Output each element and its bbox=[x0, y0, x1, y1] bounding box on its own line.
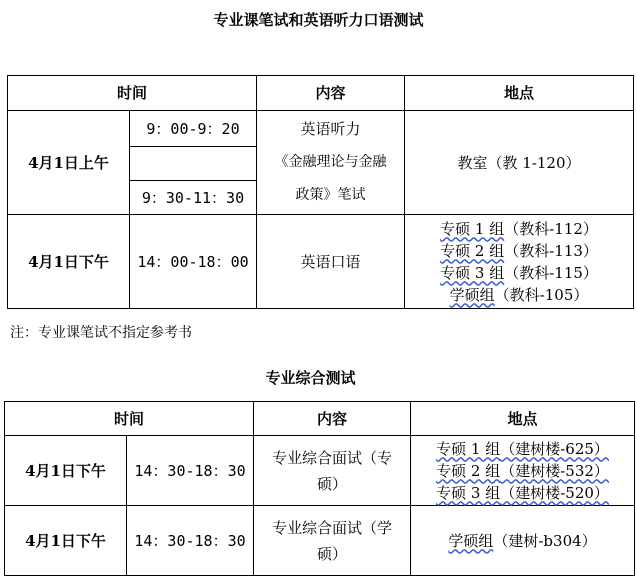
date-cell: 4月1日下午 bbox=[5, 436, 127, 506]
header-location: 地点 bbox=[411, 402, 635, 436]
room-line bbox=[405, 284, 633, 306]
room-name: （建树楼-520） bbox=[500, 483, 609, 502]
page-title: 专业课笔试和英语听力口语测试 bbox=[213, 11, 424, 29]
header-location: 地点 bbox=[405, 76, 634, 111]
header-content: 内容 bbox=[257, 76, 405, 111]
room-name: （教科-115） bbox=[504, 263, 598, 282]
time-cell: 14：30-18：30 bbox=[127, 436, 254, 506]
content-line: 英语听力 bbox=[300, 120, 361, 138]
content-line: 专业综合面试（学 bbox=[272, 518, 393, 537]
content-line: 专业综合面试（专 bbox=[272, 448, 393, 467]
table-row bbox=[5, 506, 635, 576]
content-cell bbox=[257, 111, 405, 215]
room-line bbox=[405, 262, 633, 284]
location-cell bbox=[411, 436, 635, 506]
written-listening-speaking-schedule-table bbox=[7, 75, 634, 309]
content-cell bbox=[254, 436, 411, 506]
time-cell: 14：00-18：00 bbox=[130, 215, 257, 309]
section-title: 专业综合测试 bbox=[265, 369, 356, 387]
table-row bbox=[5, 436, 635, 506]
group-name: 专硕 1 组 bbox=[440, 219, 505, 238]
date-cell: 4月1日下午 bbox=[8, 215, 130, 309]
group-name: 专硕 2 组 bbox=[440, 241, 505, 260]
room-name: （教科-105） bbox=[494, 285, 589, 304]
location-cell bbox=[411, 506, 635, 576]
note-text: 注：专业课笔试不指定参考书 bbox=[10, 325, 192, 341]
location-cell: 教室（教 1-120） bbox=[405, 111, 634, 215]
content-line: 硕） bbox=[317, 544, 348, 563]
table-row bbox=[8, 111, 634, 147]
group-name: 专硕 3 组 bbox=[436, 483, 501, 502]
table-row bbox=[8, 215, 634, 309]
group-name: 专硕 1 组 bbox=[436, 439, 501, 458]
room-line bbox=[411, 460, 634, 482]
time-cell: 9：30-11：30 bbox=[130, 181, 257, 215]
group-name: 学硕组 bbox=[448, 531, 494, 550]
room-line bbox=[411, 438, 634, 460]
group-name: 学硕组 bbox=[449, 285, 495, 304]
comprehensive-test-schedule-table bbox=[4, 401, 635, 576]
room-name: （建树楼-532） bbox=[500, 461, 609, 480]
group-name: 专硕 3 组 bbox=[440, 263, 505, 282]
header-content: 内容 bbox=[254, 402, 411, 436]
content-line: 政策》笔试 bbox=[295, 187, 366, 203]
table-header-row bbox=[5, 402, 635, 436]
room-name: （建树楼-625） bbox=[500, 439, 609, 458]
date-cell: 4月1日上午 bbox=[8, 111, 130, 215]
room-name: （教科-112） bbox=[504, 219, 598, 238]
content-line: 硕） bbox=[317, 474, 348, 493]
content-cell: 英语口语 bbox=[257, 215, 405, 309]
room-line bbox=[405, 218, 633, 240]
location-cell bbox=[405, 215, 634, 309]
room-line bbox=[411, 482, 634, 504]
room-name: （建树-b304） bbox=[493, 531, 597, 550]
time-cell: 9：00-9：20 bbox=[130, 111, 257, 147]
room-name: （教科-113） bbox=[504, 241, 598, 260]
date-cell: 4月1日下午 bbox=[5, 506, 127, 576]
empty-cell bbox=[130, 147, 257, 181]
content-line: 《金融理论与金融 bbox=[274, 154, 387, 170]
room-line bbox=[405, 240, 633, 262]
group-name: 专硕 2 组 bbox=[436, 461, 501, 480]
table-header-row bbox=[8, 76, 634, 111]
header-time: 时间 bbox=[8, 76, 257, 111]
header-time: 时间 bbox=[5, 402, 254, 436]
time-cell: 14：30-18：30 bbox=[127, 506, 254, 576]
content-cell bbox=[254, 506, 411, 576]
